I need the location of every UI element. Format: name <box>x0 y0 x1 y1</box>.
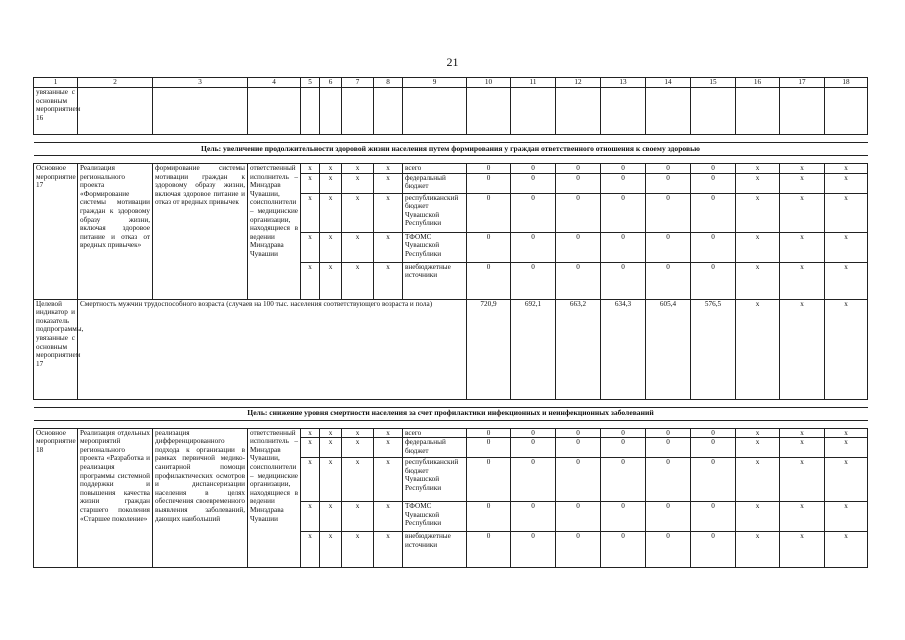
code-cell: x <box>301 438 320 458</box>
code-cell: x <box>374 458 403 502</box>
spacer-cell <box>34 420 868 428</box>
code-cell: x <box>320 173 342 193</box>
funding-source: всего <box>403 164 467 174</box>
program-table <box>33 77 868 568</box>
empty-cell <box>511 88 556 135</box>
indicator-value: 605,4 <box>646 299 691 399</box>
value-cell: 0 <box>467 262 511 299</box>
value-cell: 0 <box>646 232 691 262</box>
header-cell: 17 <box>780 78 825 88</box>
empty-cell <box>78 88 153 135</box>
value-cell: 0 <box>467 232 511 262</box>
value-cell: 0 <box>556 502 601 532</box>
header-cell: 18 <box>825 78 868 88</box>
code-cell: x <box>374 502 403 532</box>
value-cell: 0 <box>646 173 691 193</box>
code-cell: x <box>320 428 342 438</box>
code-cell: x <box>301 193 320 232</box>
value-cell: 0 <box>691 164 736 174</box>
value-cell: 0 <box>511 458 556 502</box>
value-cell: 0 <box>467 438 511 458</box>
value-cell: x <box>825 262 868 299</box>
value-cell: 0 <box>601 458 646 502</box>
empty-cell <box>825 88 868 135</box>
value-cell: x <box>825 173 868 193</box>
empty-cell <box>556 88 601 135</box>
code-cell: x <box>301 532 320 568</box>
value-cell: x <box>780 173 825 193</box>
value-cell: 0 <box>511 428 556 438</box>
indicator-value: 720,9 <box>467 299 511 399</box>
goal-row <box>34 407 868 420</box>
header-cell: 4 <box>248 78 301 88</box>
value-cell: 0 <box>691 438 736 458</box>
event-title: Реализация регионального проекта «Формирование системы мотивации граждан к здоровому образу жизни, включая здоровое питание и отказ от вредных привычек» <box>78 164 153 300</box>
empty-cell <box>301 88 320 135</box>
code-cell: x <box>374 532 403 568</box>
value-cell: 0 <box>601 193 646 232</box>
value-cell: x <box>736 532 780 568</box>
header-cell: 11 <box>511 78 556 88</box>
value-cell: x <box>825 193 868 232</box>
indicator-value: 663,2 <box>556 299 601 399</box>
spacer-row <box>34 399 868 407</box>
empty-cell <box>601 88 646 135</box>
code-cell: x <box>374 438 403 458</box>
value-cell: x <box>736 262 780 299</box>
value-cell: 0 <box>467 458 511 502</box>
value-cell: 0 <box>467 428 511 438</box>
value-cell: x <box>780 428 825 438</box>
header-cell: 8 <box>374 78 403 88</box>
value-cell: 0 <box>467 164 511 174</box>
indicator-label: Целевой индикатор и показатель подпрограммы, увязанные с основным мероприятием 17 <box>34 299 78 399</box>
code-cell: x <box>374 164 403 174</box>
header-cell: 3 <box>153 78 248 88</box>
event-task: реализация дифференцированного подхода к организации в рамках первичной медико-санитарной помощи профилактических осмотров и диспансеризации населения в целях обеспечения своевременного выявления заболеваний, дающих наибольший <box>153 428 248 568</box>
value-cell: x <box>825 532 868 568</box>
value-cell: 0 <box>601 262 646 299</box>
header-cell: 6 <box>320 78 342 88</box>
empty-cell <box>780 88 825 135</box>
code-cell: x <box>342 458 374 502</box>
header-cell: 12 <box>556 78 601 88</box>
value-cell: 0 <box>511 262 556 299</box>
empty-cell <box>248 88 301 135</box>
header-cell: 13 <box>601 78 646 88</box>
goal-heading: Цель: снижение уровня смертности населения за счет профилактики инфекционных и неинфекционных заболеваний <box>34 407 868 420</box>
empty-cell <box>320 88 342 135</box>
spacer-cell <box>34 399 868 407</box>
value-cell: 0 <box>646 193 691 232</box>
code-cell: x <box>301 458 320 502</box>
page-number: 21 <box>446 55 459 69</box>
value-cell: 0 <box>467 532 511 568</box>
code-cell: x <box>342 164 374 174</box>
code-cell: x <box>342 438 374 458</box>
value-cell: 0 <box>556 428 601 438</box>
code-cell: x <box>301 232 320 262</box>
value-cell: x <box>825 502 868 532</box>
value-cell: 0 <box>556 262 601 299</box>
funding-source: внебюджетные источники <box>403 532 467 568</box>
value-cell: x <box>780 262 825 299</box>
value-cell: 0 <box>511 502 556 532</box>
funding-source: внебюджетные источники <box>403 262 467 299</box>
indicator-value: 692,1 <box>511 299 556 399</box>
event-executor: ответственный исполнитель – Минздрав Чувашии, соисполнители – медицинские организации, находящиеся в ведении Минздрава Чувашии <box>248 164 301 300</box>
value-cell: 0 <box>646 438 691 458</box>
code-cell: x <box>320 532 342 568</box>
value-cell: 0 <box>601 428 646 438</box>
continuation-row <box>34 88 868 135</box>
value-cell: 0 <box>646 532 691 568</box>
funding-row <box>34 428 868 438</box>
value-cell: 0 <box>691 262 736 299</box>
code-cell: x <box>374 428 403 438</box>
value-cell: x <box>825 232 868 262</box>
value-cell: x <box>736 438 780 458</box>
value-cell: 0 <box>691 502 736 532</box>
header-row <box>34 78 868 88</box>
funding-source: всего <box>403 428 467 438</box>
code-cell: x <box>301 428 320 438</box>
value-cell: 0 <box>691 232 736 262</box>
code-cell: x <box>301 164 320 174</box>
empty-cell <box>342 88 374 135</box>
code-cell: x <box>320 232 342 262</box>
empty-cell <box>467 88 511 135</box>
value-cell: x <box>780 502 825 532</box>
funding-source: федеральный бюджет <box>403 173 467 193</box>
event-title: Реализация отдельных мероприятий регионального проекта «Разработка и реализация программы системной поддержки и повышения качества жизни граждан старшего поколения «Старшее поколение» <box>78 428 153 568</box>
value-cell: 0 <box>511 438 556 458</box>
event-executor: ответственный исполнитель – Минздрав Чувашии, соисполнители – медицинские организации, находящиеся в ведении Минздрава Чувашии <box>248 428 301 568</box>
code-cell: x <box>374 173 403 193</box>
value-cell: x <box>825 428 868 438</box>
indicator-value: 634,3 <box>601 299 646 399</box>
spacer-row <box>34 135 868 143</box>
empty-cell <box>153 88 248 135</box>
value-cell: x <box>780 164 825 174</box>
header-cell: 14 <box>646 78 691 88</box>
value-cell: 0 <box>556 458 601 502</box>
indicator-value: x <box>825 299 868 399</box>
value-cell: 0 <box>556 232 601 262</box>
empty-cell <box>736 88 780 135</box>
spacer-row <box>34 420 868 428</box>
code-cell: x <box>374 262 403 299</box>
value-cell: x <box>825 438 868 458</box>
funding-source: ТФОМС Чувашской Республики <box>403 232 467 262</box>
value-cell: x <box>825 164 868 174</box>
code-cell: x <box>342 232 374 262</box>
value-cell: x <box>736 193 780 232</box>
value-cell: x <box>780 193 825 232</box>
indicator-value: x <box>780 299 825 399</box>
value-cell: 0 <box>691 428 736 438</box>
code-cell: x <box>342 193 374 232</box>
value-cell: 0 <box>646 428 691 438</box>
indicator-row <box>34 299 868 399</box>
funding-row <box>34 164 868 174</box>
value-cell: x <box>736 232 780 262</box>
empty-cell <box>403 88 467 135</box>
value-cell: 0 <box>646 458 691 502</box>
event-label: Основное мероприятие 17 <box>34 164 78 300</box>
code-cell: x <box>320 438 342 458</box>
code-cell: x <box>320 458 342 502</box>
code-cell: x <box>374 193 403 232</box>
value-cell: 0 <box>646 164 691 174</box>
value-cell: 0 <box>467 193 511 232</box>
value-cell: 0 <box>601 232 646 262</box>
code-cell: x <box>342 262 374 299</box>
value-cell: x <box>780 458 825 502</box>
code-cell: x <box>342 532 374 568</box>
code-cell: x <box>342 502 374 532</box>
value-cell: 0 <box>511 173 556 193</box>
empty-cell <box>374 88 403 135</box>
value-cell: 0 <box>691 173 736 193</box>
value-cell: x <box>825 458 868 502</box>
header-cell: 10 <box>467 78 511 88</box>
funding-source: республиканский бюджет Чувашской Республики <box>403 458 467 502</box>
spacer-row <box>34 156 868 164</box>
value-cell: x <box>736 428 780 438</box>
empty-cell <box>646 88 691 135</box>
spacer-cell <box>34 156 868 164</box>
funding-source: федеральный бюджет <box>403 438 467 458</box>
code-cell: x <box>374 232 403 262</box>
goal-heading: Цель: увеличение продолжительности здоровой жизни населения путем формирования у граждан ответственного отношения к своему здоровью <box>34 143 868 156</box>
code-cell: x <box>320 502 342 532</box>
indicator-value: 576,5 <box>691 299 736 399</box>
value-cell: 0 <box>467 173 511 193</box>
header-cell: 2 <box>78 78 153 88</box>
value-cell: 0 <box>511 193 556 232</box>
value-cell: 0 <box>511 532 556 568</box>
value-cell: 0 <box>511 164 556 174</box>
value-cell: 0 <box>601 532 646 568</box>
value-cell: 0 <box>556 438 601 458</box>
event-label: Основное мероприятие 18 <box>34 428 78 568</box>
value-cell: 0 <box>691 458 736 502</box>
header-cell: 15 <box>691 78 736 88</box>
value-cell: 0 <box>556 532 601 568</box>
code-cell: x <box>320 262 342 299</box>
code-cell: x <box>320 164 342 174</box>
value-cell: 0 <box>601 438 646 458</box>
goal-row <box>34 143 868 156</box>
funding-source: ТФОМС Чувашской Республики <box>403 502 467 532</box>
header-cell: 16 <box>736 78 780 88</box>
value-cell: 0 <box>556 173 601 193</box>
header-cell: 9 <box>403 78 467 88</box>
code-cell: x <box>301 173 320 193</box>
value-cell: 0 <box>646 262 691 299</box>
value-cell: 0 <box>556 164 601 174</box>
value-cell: 0 <box>646 502 691 532</box>
value-cell: x <box>736 502 780 532</box>
code-cell: x <box>301 262 320 299</box>
value-cell: 0 <box>601 502 646 532</box>
value-cell: x <box>736 458 780 502</box>
value-cell: 0 <box>601 164 646 174</box>
event-task: формирование системы мотивации граждан к здоровому образу жизни, включая здоровое питание и отказ от вредных привычек <box>153 164 248 300</box>
value-cell: 0 <box>691 193 736 232</box>
indicator-label: увязанные с основным мероприятием 16 <box>34 88 78 135</box>
value-cell: x <box>780 232 825 262</box>
value-cell: x <box>780 438 825 458</box>
indicator-text: Смертность мужчин трудоспособного возраста (случаев на 100 тыс. населения соответствующего возраста и пола) <box>78 299 467 399</box>
code-cell: x <box>320 193 342 232</box>
value-cell: 0 <box>511 232 556 262</box>
indicator-value: x <box>736 299 780 399</box>
value-cell: 0 <box>601 173 646 193</box>
header-cell: 5 <box>301 78 320 88</box>
code-cell: x <box>342 173 374 193</box>
value-cell: 0 <box>467 502 511 532</box>
value-cell: x <box>736 173 780 193</box>
value-cell: 0 <box>691 532 736 568</box>
spacer-cell <box>34 135 868 143</box>
empty-cell <box>691 88 736 135</box>
header-cell: 1 <box>34 78 78 88</box>
funding-source: республиканский бюджет Чувашской Республики <box>403 193 467 232</box>
value-cell: x <box>736 164 780 174</box>
value-cell: 0 <box>556 193 601 232</box>
value-cell: x <box>780 532 825 568</box>
header-cell: 7 <box>342 78 374 88</box>
code-cell: x <box>342 428 374 438</box>
code-cell: x <box>301 502 320 532</box>
